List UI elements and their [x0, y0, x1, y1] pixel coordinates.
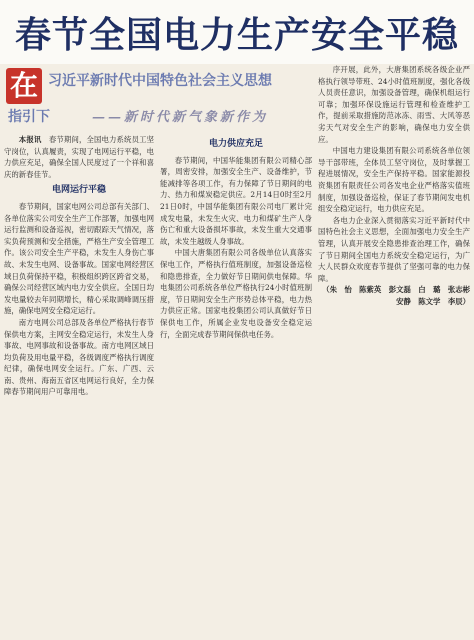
body-paragraph: 南方电网公司总部及各单位严格执行春节保供电方案，主网安全稳定运行，未发生人身事故、电网事故和设备事故。南方电网区域日均负荷及用电量平稳，各级调度严格执行调度纪律，确保电网安全运行。广东、广西、云南、贵州、海南五省区电网运行良好，全力保障春节期间用户可靠用电。: [4, 317, 154, 397]
body-paragraph: 各电力企业深入贯彻落实习近平新时代中国特色社会主义思想，全面加强电力安全生产管理，认真开展安全隐患排查治理工作，确保了节日期间全国电力系统安全稳定运行，为广大人民群众欢度春节提供了坚强可靠的电力保障。: [318, 215, 470, 283]
body-paragraph: 中国大唐集团有限公司各级单位认真落实保电工作，严格执行值班制度，加强设备巡检和隐患排查，全力做好节日期间供电保障。华电集团公司系统各单位严格执行24小时值班制度，节日期间安全生产形势总体平稳，电力热力供应正常。国家电投集团公司认真做好节日保供电工作，所属企业发电设备安全稳定运行，全面完成春节期间保供电任务。: [160, 248, 312, 339]
article-column-3: [318, 64, 470, 636]
banner-title-line1: 习近平新时代中国特色社会主义思想: [48, 73, 272, 89]
byline: （朱 怡 陈紫英 彭文磊 白 璐 张志彬 安静 陈文学 李辰）: [322, 285, 470, 306]
banner-title-line2: 指引下: [8, 109, 50, 125]
headline: [0, 0, 474, 64]
body-paragraph: 中国电力建设集团有限公司系统各单位领导干部带班，全体员工坚守岗位，及时掌握工程进展情况，安全生产保持平稳。国家能源投资集团有限责任公司各发电企业严格落实值班制度，加强设备巡检，保证了春节期间发电机组安全稳定运行，电力供应充足。: [318, 146, 470, 214]
section-title-supply: 电力供应充足: [208, 139, 263, 149]
body-paragraph: 春节期间，中国华能集团有限公司精心部署，周密安排，加强安全生产、设备维护，节能减排等各项工作，有力保障了节日期间的电力、热力和煤炭稳定供应。2月14日0时至2月21日0时，中国华能集团有限公司电厂累计完成发电量，未发生火灾、电力和煤矿生产人身伤亡和重大设备损坏事故，未发生重大交通事故，未发生越级人身事故。: [160, 155, 312, 246]
article-column-1: [4, 134, 154, 636]
banner-slogan: ——新时代新气象新作为: [92, 110, 269, 125]
lead-text: 春节期间，全国电力系统员工坚守岗位，认真履责，实现了电网运行平稳，电力供应充足，确保全国人民度过了一个祥和喜庆的新春佳节。: [4, 135, 154, 179]
body-paragraph: 序开展，此外，大唐集团系统各级企业严格执行领导带班、24小时值班制度，强化各级人员责任意识，加强设备管理，确保机组运行可靠；加强环保设施运行管理和检查维护工作，提前采取措施防范冰冻、雨雪、大风等恶劣天气对安全生产的影响，确保电力安全供应。: [318, 65, 470, 144]
lead-paragraph: [4, 134, 154, 180]
lead-label: 本报讯: [18, 135, 42, 144]
section-title-grid: 电网运行平稳: [51, 185, 106, 196]
article-column-2: [160, 134, 312, 636]
body-paragraph: 春节期间，国家电网公司总部有关部门、各单位落实公司安全生产工作部署，加强电网运行监测和设备巡视，密切跟踪天气情况，落实负荷预测和安全措施，严格生产安全管理工作。该公司安全生产平稳，未发生人身伤亡事故、未发生电网、设备事故。国家电网经营区域日负荷保持平稳，积极组织跨区跨省交易，确保公司经营区域内电力安全供应。全国日均发电量较去年同期增长，精心采取调峰调压措施，确保电网安全稳定运行。: [4, 201, 154, 316]
banner-mark: 在: [6, 68, 42, 104]
headline-text: 春节全国电力生产安全平稳: [14, 14, 459, 56]
column-banner: [4, 64, 294, 124]
